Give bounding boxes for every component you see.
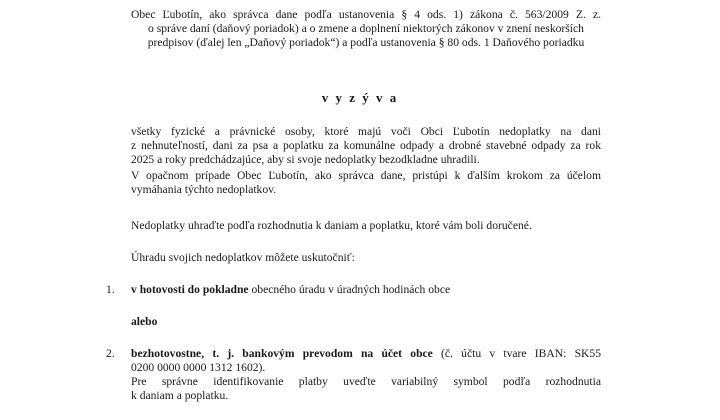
paragraph-3-text: Nedoplatky uhraďte podľa rozhodnutia k daniam a poplatku, ktoré vám boli doručené. (131, 219, 532, 232)
item-2-line-4: k daniam a poplatku. (131, 389, 229, 402)
item-2-number: 2. (106, 347, 115, 360)
paragraph-2-line-2: vymáhania týchto nedoplatkov. (131, 183, 277, 196)
item-2-bold: bezhotovostne, t. j. bankovým prevodom na účet obce (131, 347, 433, 360)
item-2-line-3: Pre správne identifikovanie platby uveďte variabilný symbol podľa rozhodnutia (131, 375, 601, 388)
paragraph-2-line-1: V opačnom prípade Obec Ľubotín, ako správca dane, pristúpi k ďalším krokom za účelom (131, 169, 601, 182)
paragraph-1-line-3: 2025 a roky predchádzajúce, aby si svoje nedoplatky bezodkladne uhradili. (131, 153, 480, 166)
paragraph-4 (131, 251, 601, 265)
or-label: alebo (131, 315, 158, 328)
item-2 (131, 347, 601, 403)
item-2-rest: (č. účtu v tvare IBAN: SK55 (432, 347, 601, 360)
paragraph-1 (131, 125, 601, 167)
or-separator (131, 315, 601, 329)
paragraph-3 (131, 219, 601, 233)
intro-line-2: o správe daní (daňový poriadok) a o zmene a doplnení niektorých zákonov v znení neskorších (148, 22, 584, 35)
item-2-line-2: 0200 0000 0000 1312 1602). (131, 361, 266, 374)
item-1-rest: obecného úradu v úradných hodinách obce (248, 283, 451, 296)
item-2-line-1 (131, 347, 601, 361)
item-1-line (131, 283, 601, 297)
intro-line-3: predpisov (ďalej len „Daňový poriadok“) a podľa ustanovenia § 80 ods. 1 Daňového poriadku (147, 36, 585, 49)
intro-paragraph (131, 8, 601, 50)
item-1 (131, 283, 601, 297)
paragraph-1-line-2: z nehnuteľností, dani za psa a poplatku za komunálne odpady a drobné stavebné odpady za rok (131, 139, 601, 152)
paragraph-1-line-1: všetky fyzické a právnické osoby, ktoré majú voči Obci Ľubotín nedoplatky na dani (131, 125, 601, 138)
paragraph-4-text: Úhradu svojich nedoplatkov môžete uskutočniť: (131, 251, 355, 264)
intro-line-1: Obec Ľubotín, ako správca dane podľa ustanovenia § 4 ods. 1) zákona č. 563/2009 Z. z. (131, 8, 601, 21)
item-1-number: 1. (106, 283, 115, 296)
item-1-bold: v hotovosti do pokladne (131, 283, 249, 296)
paragraph-2 (131, 169, 601, 197)
document-title: v y z ý v a (321, 90, 399, 105)
